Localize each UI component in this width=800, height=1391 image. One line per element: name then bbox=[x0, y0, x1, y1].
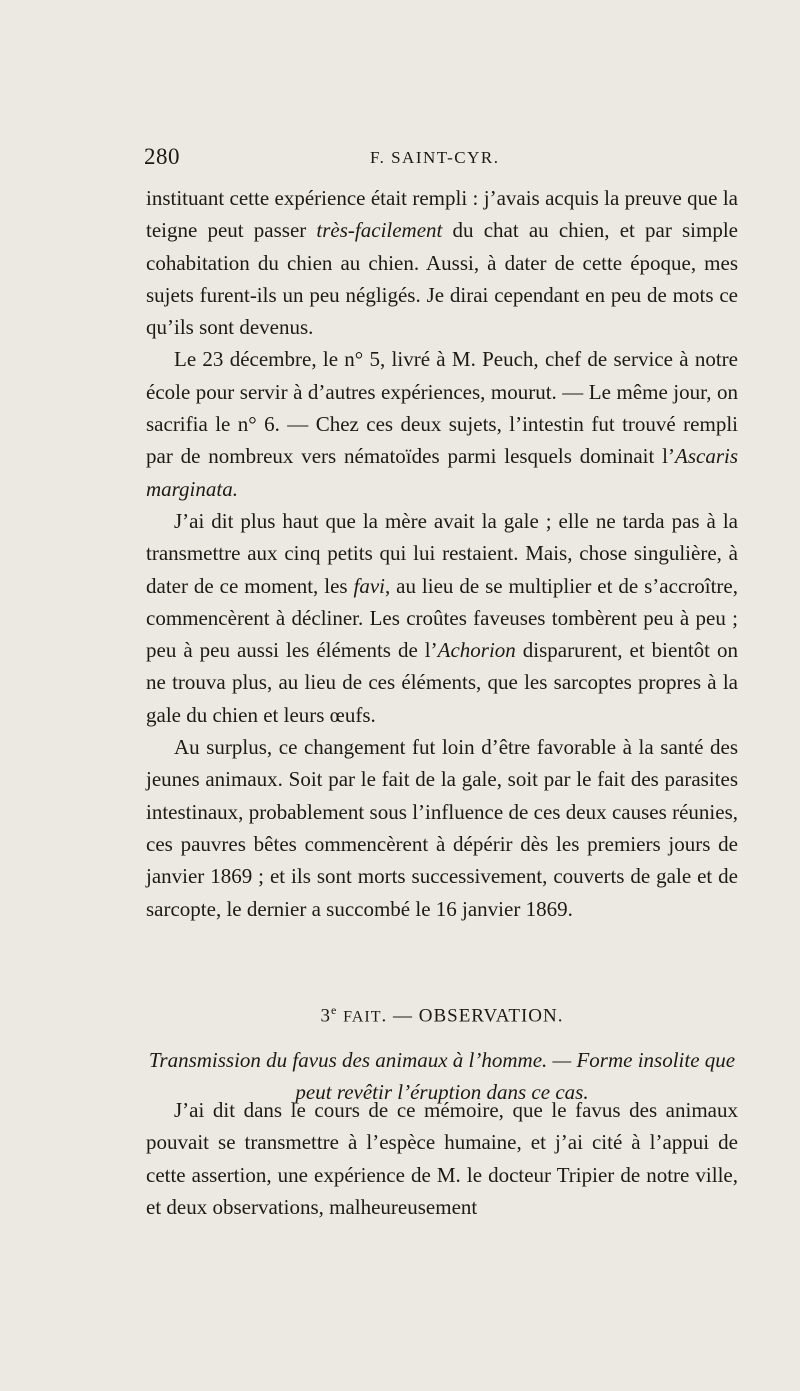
paragraph bbox=[146, 343, 738, 504]
section-number: 3 bbox=[320, 1005, 332, 1027]
page-header bbox=[144, 144, 744, 174]
paragraph bbox=[146, 182, 738, 343]
section-subtitle: Transmission du favus des animaux à l’homme. — Forme insolite que peut revêtir l’éruption dans ce cas. bbox=[148, 1048, 736, 1104]
italic-term: favi bbox=[353, 573, 385, 598]
body-text-lower bbox=[146, 1094, 738, 1223]
text-run: Le 23 décembre, le n° 5, livré à M. Peuch, chef de service à notre école pour servir à d’autres expériences, mourut. — Le même jour, on sacrifia le n° 6. — Chez ces deux sujets, l’intestin fut trouvé rempli par de nombreux vers nématoïdes parmi lesquels dominait l’ bbox=[146, 347, 738, 469]
body-text-upper bbox=[146, 182, 738, 925]
text-run: du chat au chien, et par simple cohabitation du chien au chien. Aussi, à dater de cette époque, mes sujets furent-ils un peu négligés. Je dirai cependant en peu de mots ce qu’ils sont devenus. bbox=[146, 218, 738, 340]
text-run: J’ai dit plus haut que la mère avait la gale ; elle ne tarda pas à la transmettre aux cinq petits qui lui restaient. Mais, chose singulière, à dater de ce moment, les bbox=[146, 508, 738, 598]
text-run: instituant cette expérience était rempli : j’avais acquis la preuve que la teigne peut passer bbox=[146, 186, 738, 243]
text-run: J’ai dit dans le cours de ce mémoire, que le favus des animaux pouvait se transmettre à l’espèce humaine, et j’ai cité à l’appui de cette assertion, une expérience de M. le docteur Tripier de notre ville, et deux observations, malheureusement bbox=[146, 1098, 738, 1219]
section-superscript: e bbox=[331, 1003, 338, 1017]
page-number: 280 bbox=[144, 144, 180, 169]
text-run: , au lieu de se multiplier et de s’accroître, commencèrent à décliner. Les croûtes faveuses tombèrent peu à peu ; peu à peu aussi les éléments de l’ bbox=[146, 573, 738, 663]
italic-term: très-facilement bbox=[316, 218, 443, 243]
italic-term: Ascaris marginata. bbox=[146, 444, 738, 501]
paragraph bbox=[146, 731, 738, 925]
paragraph bbox=[146, 505, 738, 731]
text-run: disparurent, et bientôt on ne trouva plus, au lieu de ces éléments, que les sarcoptes propres à la gale du chien et leurs œufs. bbox=[146, 638, 739, 727]
text-run: Au surplus, ce changement fut loin d’être favorable à la santé des jeunes animaux. Soit par le fait de la gale, soit par le fait des parasites intestinaux, probablement sous l’influence de ces deux causes réunies, ces pauvres bêtes commencèrent à dépérir dès les premiers jours de janvier 1869 ; et ils sont morts successivement, couverts de gale et de sarcopte, le dernier a succombé le 16 janvier 1869. bbox=[146, 735, 738, 921]
section-heading bbox=[146, 1003, 738, 1027]
running-head: F. SAINT-CYR. bbox=[370, 148, 500, 167]
italic-term: Achorion bbox=[437, 638, 516, 663]
section-rest: . — OBSERVATION. bbox=[381, 1005, 564, 1027]
paragraph bbox=[146, 1094, 738, 1223]
section-word: FAIT bbox=[343, 1008, 382, 1026]
